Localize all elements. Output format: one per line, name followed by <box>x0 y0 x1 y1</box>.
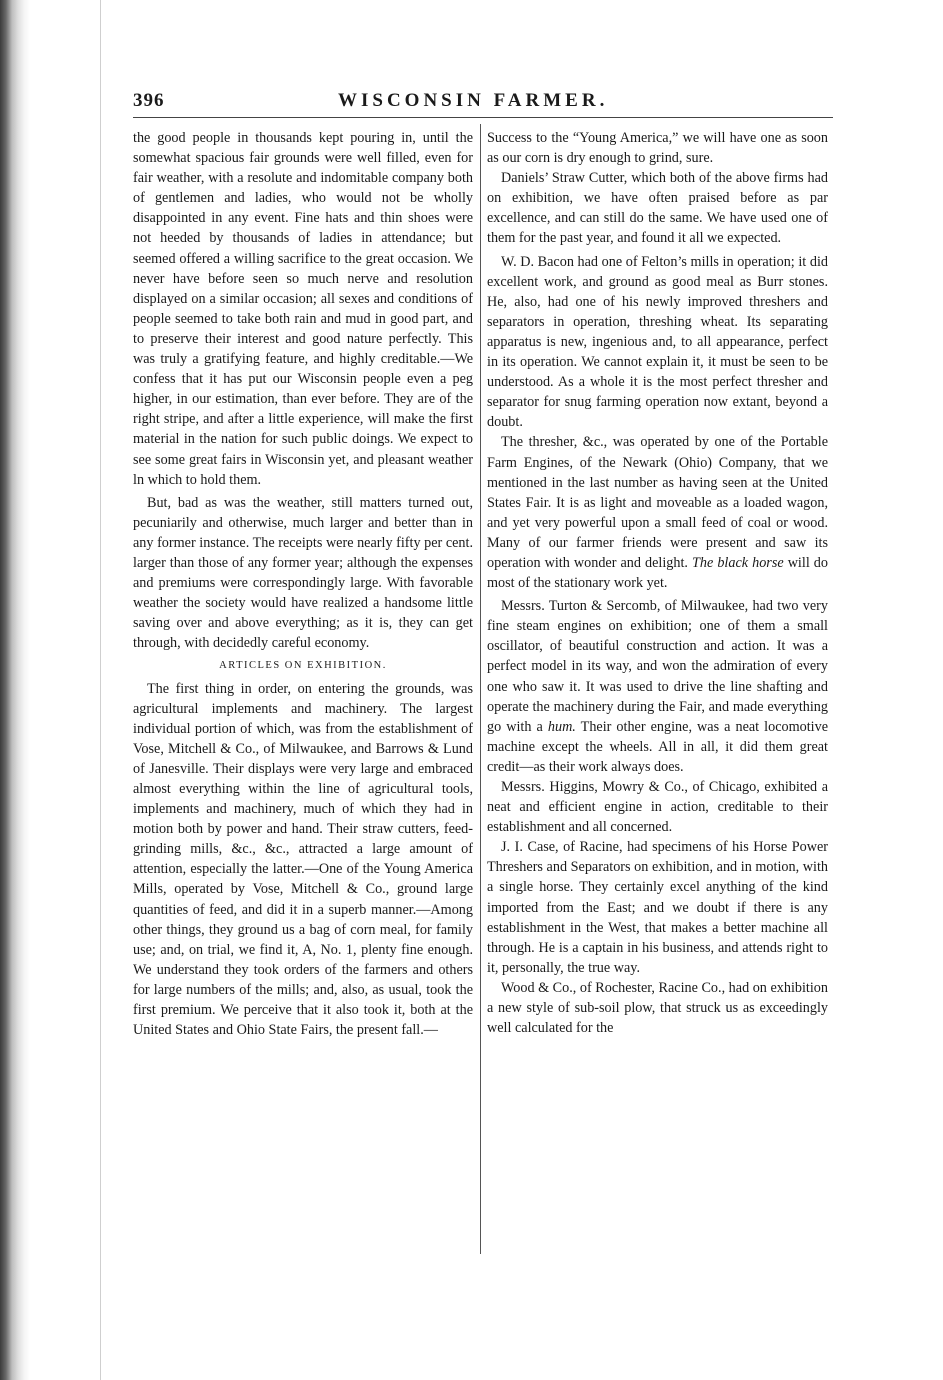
paragraph-text: will do most of the stationary work yet. <box>487 554 828 592</box>
paragraph: The first thing in order, on entering the grounds, was agricultural implements and machinery. The largest individual portion of which, was from the establishment of Vose, Mitchell & Co., of Milwaukee, and Barrows & Lund of Janesville. Their displays were very large and embraced almost everything within the line of agricultural tools, implements and machinery, much of which they had in motion both by power and hand. Their straw cutters, feed-grinding mills, &c., &c., attracted a large amount of attention, especially the latter.—One of the Young America Mills, operated by Vose, Mitchell & Co., ground large quantities of feed, and did it in a superb manner.—Among other things, they ground us a bag of corn meal, for family use; and, on trial, we find it, A, No. 1, plenty fine enough. We understand they took orders of the farmers and others for large numbers of the mills; and, also, as usual, took the first premium. We perceive that it also took it, both at the United States and Ohio State Fairs, the present fall.— <box>133 680 473 1039</box>
paragraph-text: The thresher, &c., was operated by one of the Portable Farm Engines, of the Newark (Ohio) Company, that we mentioned in the last number as having seen at the United States Fair. It is as light and moveable as a loaded wagon, and yet very powerful upon a small feed of coal or wood. Many of our farmer friends were present and saw its operation with wonder and delight. <box>487 434 828 571</box>
paragraph: W. D. Bacon had one of Felton’s mills in operation; it did excellent work, and ground as good meal as Burr stones. He, also, had one of his newly improved threshers and separators in operation, threshing wheat. Its separating apparatus is new, ingenious and, to all appearance, perfect in its operation. We cannot explain it, it must be seen to be understood. As a whole it is the most perfect thresher and separator for snug farming operation now extant, beyond a doubt. <box>487 253 828 431</box>
paragraph: Daniels’ Straw Cutter, which both of the above firms had on exhibition, we have often praised before as par excellence, and can still do the same. We have used one of them for the past year, and found it all we expected. <box>487 170 828 247</box>
paragraph: Wood & Co., of Rochester, Racine Co., had on exhibition a new style of sub-soil plow, that struck us as exceedingly well calculated for the <box>487 979 828 1037</box>
paragraph: Messrs. Higgins, Mowry & Co., of Chicago, exhibited a neat and efficient engine in action, creditable to their establishment and all concerned. <box>487 779 828 836</box>
italic-phrase: hum. <box>547 718 576 735</box>
paragraph: Success to the “Young America,” we will have one as soon as our corn is dry enough to grind, sure. <box>487 130 828 167</box>
book-binding-edge <box>0 0 30 1380</box>
paragraph <box>487 596 828 777</box>
paragraph: But, bad as was the weather, still matters turned out, pecuniarily and otherwise, much larger and better than in any former instance. The receipts were nearly fifty per cent. larger than those of any former year; although the expenses and premiums were correspondingly large. With favorable weather the society would have realized a handsome little saving over and above everything; as it is, they can get through, with decidedly careful economy. <box>133 494 473 652</box>
paragraph: the good people in thousands kept pouring in, until the somewhat spacious fair grounds were well filled, even for fair weather, with a resolute and indomitable company both of gentlemen and ladies, who would not be wholly disappointed in any event. Fine hats and thin shoes were not heeded by thousands of ladies in attendance; but seemed offered a willing sacrifice to the great occasion. We never have before seen so much nerve and resolution displayed on a similar occasion; all sexes and conditions of people seemed to take both rain and mud in good part, and to preserve their interest and good nature perfectly. This was truly a gratifying feature, and highly creditable.—We confess that it has put our Wisconsin people even a peg higher, in our estimation, than ever before. They are of the right stripe, and after a little experience, will make the first material in the nation for such public doings. We expect to see some great fairs in Wisconsin yet, and pleasant weather ln which to hold them. <box>133 130 473 488</box>
column-divider <box>480 124 481 1254</box>
paragraph <box>487 432 828 593</box>
page-number: 396 <box>133 90 165 111</box>
section-subheading: ARTICLES ON EXHIBITION. <box>219 660 387 672</box>
paragraph-text: Messrs. Turton & Sercomb, of Milwaukee, had two very fine steam engines on exhibition; one of them a small oscillator, of beautiful construction and action. It was a perfect model in its way, and won the admiration of every one who saw it. It was used to drive the line shafting and operate the machinery during the Fair, and made everything go with a <box>487 598 828 735</box>
running-title: WISCONSIN FARMER. <box>338 90 609 111</box>
right-column <box>487 128 828 1038</box>
page-header <box>133 90 833 116</box>
italic-phrase: The black horse <box>692 554 784 571</box>
left-column <box>133 128 473 1040</box>
page-fold-line <box>100 0 101 1380</box>
paragraph-text: Their other engine, was a neat locomotive machine except the wheels. All in all, it did them great credit—as their work always does. <box>487 718 829 775</box>
header-rule <box>133 117 833 118</box>
paragraph: J. I. Case, of Racine, had specimens of his Horse Power Threshers and Separators on exhibition, and in motion, with a single horse. They certainly excel anything of the kind imported from the East; and we doubt if there is any establishment in the West, that makes a better machine all through. He is a captain in his business, and attends right to it, personally, the true way. <box>487 839 828 976</box>
